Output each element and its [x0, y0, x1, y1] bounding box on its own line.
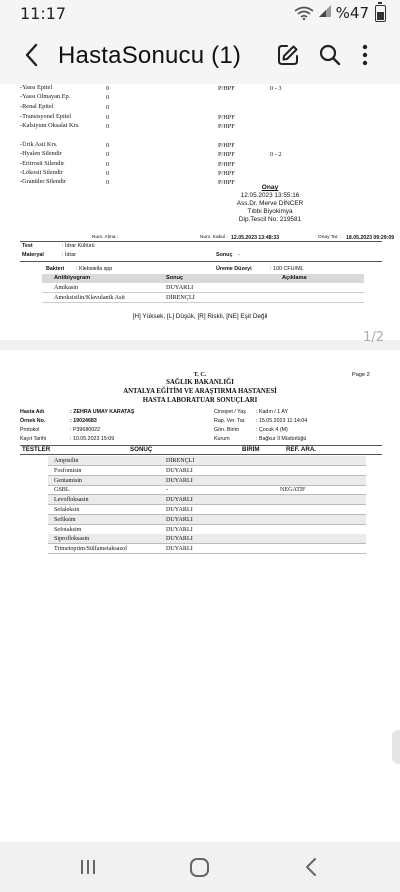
result-label: Sonuç — [216, 252, 233, 258]
urine-test-name: -Yassı Olmayan Ep. — [20, 93, 71, 100]
approval-datetime: 12.05.2023 13:55:16 — [240, 192, 300, 199]
test-result: - — [166, 487, 169, 494]
test-result: DUYARLI — [166, 467, 193, 474]
urine-test-name: -Lökosit Silendir — [20, 169, 63, 176]
urine-test-name: -Eritrosit Silendir — [20, 160, 65, 167]
antibiotic-name: Amikasin — [54, 284, 79, 291]
table-row — [48, 525, 366, 535]
wifi-icon — [294, 6, 314, 20]
approval-block — [222, 184, 318, 224]
table-row — [48, 534, 366, 544]
antibiogram-col-note: Açıklama — [282, 275, 307, 281]
pdf-page-1 — [0, 84, 400, 340]
gender-value: : Kadın / 1 AY — [256, 409, 288, 415]
table-row — [48, 544, 366, 554]
status-bar — [0, 0, 400, 26]
divider — [20, 261, 382, 262]
report-header-hospital: ANTALYA EĞİTİM VE ARAŞTIRMA HASTANESİ — [123, 388, 277, 395]
approve-value: 18.05.2023 09:29:09 — [346, 235, 395, 241]
table-row — [48, 515, 366, 525]
urine-test-ref: 0 - 3 — [270, 85, 282, 92]
urine-test-unit: P/HPF — [218, 179, 235, 186]
material-value: : İdrar — [62, 252, 77, 258]
urine-test-ref: 0 - 2 — [270, 151, 282, 158]
approval-registry: Dip.Tescil No: 219581 — [238, 216, 302, 223]
page-counter: 1/2 — [363, 330, 384, 345]
urine-test-value: 0 — [106, 151, 110, 158]
growth-label: Üreme Düzeyi — [216, 266, 252, 272]
record-date-label: Kayıt Tarihi — [20, 436, 47, 442]
antibiogram-header — [42, 274, 364, 283]
test-name: Fosfomisin — [54, 467, 82, 474]
antibiotic-result: DUYARLI — [166, 284, 194, 291]
test-result: DUYARLI — [166, 507, 193, 513]
table-row — [48, 495, 366, 505]
patient-name-value: : ZEHRA UMAY KARATAŞ — [70, 409, 135, 415]
urine-test-name: -Yassı Epitel — [20, 84, 53, 91]
report-date-label: Rap. Ver. Tar. — [214, 418, 246, 424]
urine-test-name: -Hyalen Silendir — [20, 150, 62, 157]
urine-result-row — [0, 93, 400, 103]
urine-test-value: 0 — [106, 114, 110, 121]
sample-no-value: : 19024683 — [70, 418, 97, 424]
nav-back-icon[interactable] — [304, 858, 318, 876]
protocol-label: Protokol — [20, 427, 40, 433]
report-date-value: : 15.05.2023 11:14:04 — [256, 418, 308, 424]
urine-test-unit: P/HPF — [218, 170, 235, 177]
urine-test-value: 0 — [106, 85, 110, 92]
bacteria-label: Bakteri — [46, 266, 65, 272]
approve-label: Onay Tar. : — [318, 235, 342, 240]
bacteria-value: : Klebsiella spp — [76, 266, 113, 272]
urine-test-value: 0 — [106, 104, 110, 111]
patient-row-4 — [0, 435, 400, 444]
patient-row-1 — [0, 408, 400, 417]
test-name: Gentamisin — [54, 477, 83, 484]
test-name: GSBL — [54, 487, 70, 494]
battery-percent: %47 — [335, 4, 369, 22]
battery-fill — [377, 12, 384, 19]
test-ref: NEGATİF — [280, 487, 306, 494]
urine-result-row — [0, 103, 400, 113]
urine-test-unit: P/HPF — [218, 142, 235, 149]
urine-test-value: 0 — [106, 170, 110, 177]
navigation-bar — [0, 842, 400, 892]
urine-result-row — [0, 178, 400, 188]
test-name: Sefaleksin — [54, 507, 80, 513]
material-row — [0, 250, 400, 260]
signal-icon — [318, 4, 332, 22]
urine-test-unit: P/HPF — [218, 123, 235, 130]
urine-result-row — [0, 122, 400, 132]
col-ref: REF. ARA. — [286, 446, 317, 453]
sample-label: Num. Alma : — [92, 235, 119, 240]
test-result: DUYARLI — [166, 536, 193, 543]
test-name: Sefiksim — [54, 516, 76, 523]
urine-test-unit: P/HPF — [218, 85, 235, 92]
table-row — [48, 466, 366, 476]
search-icon[interactable] — [318, 43, 342, 67]
bacteria-row — [0, 264, 400, 274]
battery-icon — [375, 5, 386, 22]
record-date-value: : 10.05.2023 15:09 — [70, 436, 115, 442]
report-header-tc: T. C. — [193, 371, 207, 378]
antibiogram-col-result: Sonuç — [166, 275, 184, 281]
col-unit: BİRİM — [242, 446, 260, 453]
table-row — [48, 456, 366, 466]
test-result: DUYARLI — [166, 516, 193, 523]
urine-test-name: -Kalsiyum Oksalat Krs. — [20, 122, 80, 129]
test-result: DUYARLI — [166, 546, 193, 553]
table-row — [48, 476, 366, 486]
approval-department: Tıbbi Biyokimya — [247, 208, 293, 215]
urine-test-value: 0 — [106, 94, 110, 101]
test-result: DUYARLI — [166, 497, 193, 504]
home-icon[interactable] — [190, 858, 209, 877]
status-icons — [294, 4, 386, 22]
accept-label: Num. Kabul : — [200, 235, 228, 240]
col-result: SONUÇ — [130, 446, 153, 453]
result-value: - — [238, 252, 240, 258]
table-row — [48, 505, 366, 515]
fast-scroll-handle[interactable] — [392, 730, 400, 764]
test-name: Siprofloksasin — [54, 536, 90, 543]
gender-label: Cinsiyet / Yaş — [214, 409, 246, 415]
antibiogram-row — [42, 283, 364, 293]
page-label: Page 2 — [352, 372, 370, 378]
sending-unit-value: : Çocuk 4 (M) — [256, 427, 288, 433]
test-name: Trimetoprim/Sülfametaksazol — [54, 546, 127, 553]
report-header-title: HASTA LABORATUAR SONUÇLARI — [142, 397, 258, 404]
antibiotic-result: DİRENÇLİ — [166, 294, 195, 301]
material-label: Materyal — [22, 252, 44, 258]
urine-test-name: -Granüler Silendir — [20, 178, 66, 185]
antibiogram-col-name: Antibiyogram — [54, 275, 91, 281]
app-bar — [0, 26, 400, 84]
urine-test-value: 0 — [106, 142, 110, 149]
patient-name-label: Hasta Adı — [20, 409, 45, 415]
growth-value: : 100 CFU/ML — [270, 266, 304, 272]
antibiogram-row — [42, 293, 364, 303]
urine-test-value: 0 — [106, 179, 110, 186]
antibiotic-name: Amoksisilin/Klavulanik Asit — [54, 294, 125, 301]
institution-label: Kurum — [214, 436, 230, 442]
test-result: DUYARLI — [166, 477, 193, 484]
sending-unit-label: Gön. Birim — [214, 427, 240, 433]
patient-row-3 — [0, 426, 400, 435]
test-result: DİRENÇLİ — [166, 458, 195, 464]
status-time: 11:17 — [20, 4, 67, 23]
urine-test-unit: P/HPF — [218, 114, 235, 121]
flag-legend: [H] Yüksek, [L] Düşük, [R] Riskli, [NE] Eşit Değil — [132, 313, 268, 320]
recents-icon[interactable] — [79, 859, 97, 875]
arrow-left-icon[interactable] — [20, 42, 46, 68]
table-row — [48, 485, 366, 495]
approval-doctor: Ass.Dr. Merve DİNCER — [236, 200, 304, 207]
page-title: HastaSonucu (1) — [58, 42, 242, 69]
more-vertical-icon[interactable] — [358, 43, 372, 67]
report-header-ministry: SAĞLIK BAKANLIĞI — [166, 379, 234, 386]
protocol-value: : P39680022 — [70, 427, 101, 433]
pdf-page-2 — [0, 350, 400, 842]
test-name: Ampisilin — [54, 458, 79, 464]
test-name: Levofloksasin — [54, 497, 89, 504]
patient-row-2 — [0, 417, 400, 426]
test-name: Sefotaksim — [54, 526, 82, 533]
urine-result-row — [0, 150, 400, 160]
edit-icon[interactable] — [276, 43, 300, 67]
pdf-viewer[interactable] — [0, 84, 400, 842]
urine-test-name: -Transisyonel Epitel — [20, 113, 72, 120]
urine-test-name: -Renal Epitel — [20, 103, 54, 110]
institution-value: : Bağkur İl Müdürlüğü — [256, 436, 307, 442]
urine-test-unit: P/HPF — [218, 151, 235, 158]
urine-test-name: -Ürik Asit Krs. — [20, 141, 58, 148]
sample-no-label: Örnek No. — [20, 418, 46, 424]
urine-test-unit: P/HPF — [218, 161, 235, 168]
accept-value: 12.05.2023 13:48:33 — [231, 235, 280, 241]
test-result: DUYARLI — [166, 526, 193, 533]
test-value: : İdrar Kültürü — [62, 243, 95, 249]
urine-test-value: 0 — [106, 161, 110, 168]
urine-test-value: 0 — [106, 123, 110, 130]
test-label: Test — [22, 243, 33, 249]
col-tests: TESTLER — [22, 446, 51, 453]
divider — [20, 454, 382, 455]
approval-title: Onay — [261, 184, 279, 191]
results-column-header — [0, 445, 400, 454]
